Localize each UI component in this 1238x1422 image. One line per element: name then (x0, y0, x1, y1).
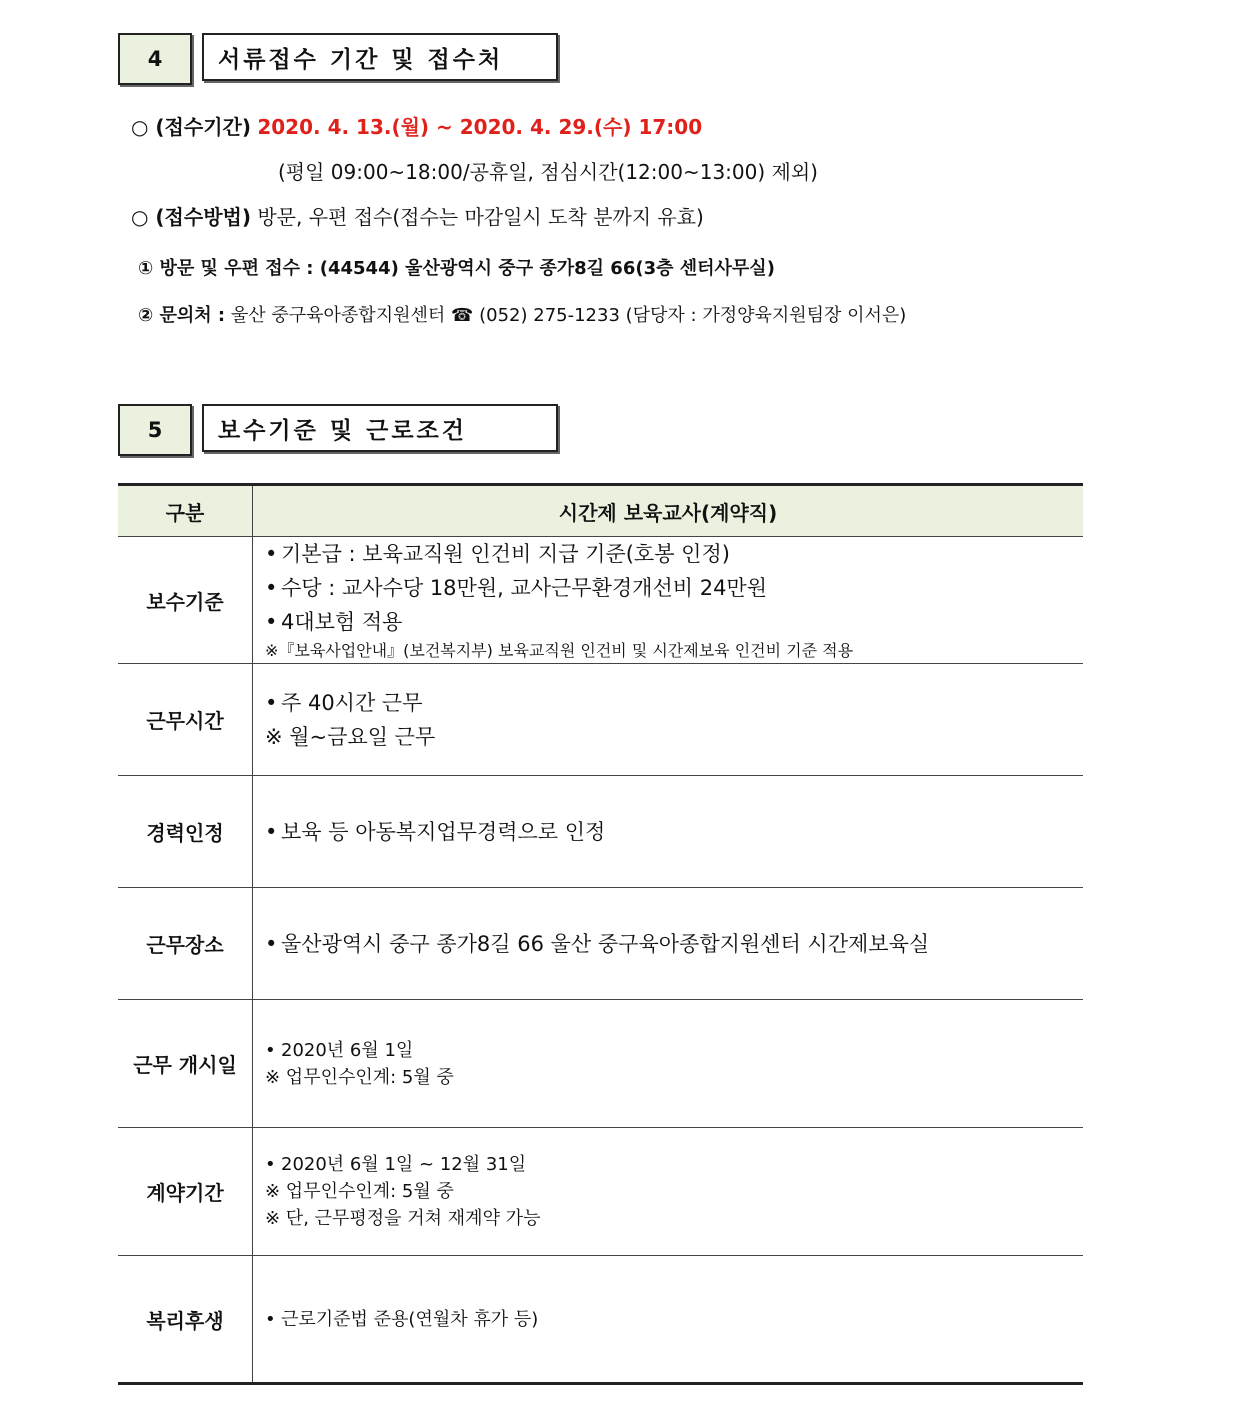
contact-value: 울산 중구육아종합지원센터 ☎ (052) 275-1233 (담당자 : 가정양육지원팀장 이서은) (230, 305, 907, 326)
row-line: 울산광역시 중구 종가8길 66 울산 중구육아종합지원센터 시간제보육실 (281, 931, 930, 956)
section5-title: 보수기준 및 근로조건 (202, 404, 558, 452)
table-row (118, 1000, 1083, 1128)
row-line: 주 40시간 근무 (281, 690, 423, 715)
row-note: ※『보육사업안내』(보건복지부) 보육교직원 인건비 및 시간제보육 인건비 기준 적용 (265, 641, 854, 660)
table-row (118, 537, 1083, 664)
table-row (118, 1128, 1083, 1256)
period-row (131, 111, 702, 140)
row-line: 기본급 : 보육교직원 인건비 지급 기준(호봉 인정) (281, 542, 730, 566)
table-row (118, 888, 1083, 1000)
header-category: 구분 (118, 485, 253, 537)
row-line: 2020년 6월 1일 (281, 1039, 414, 1061)
row-label: 보수기준 (118, 537, 253, 664)
row-content: • 보육 등 아동복지업무경력으로 인정 (253, 776, 1084, 888)
row-line: 근로기준법 준용(연월차 휴가 등) (281, 1308, 539, 1330)
section4-title: 서류접수 기간 및 접수처 (202, 33, 558, 81)
period-note: (평일 09:00~18:00/공휴일, 점심시간(12:00~13:00) 제외) (278, 160, 818, 184)
row-content: • 울산광역시 중구 종가8길 66 울산 중구육아종합지원센터 시간제보육실 (253, 888, 1084, 1000)
contact-label: ② 문의처 : (138, 305, 226, 326)
header-position: 시간제 보육교사(계약직) (253, 485, 1084, 537)
row-line: ※ 업무인수인계: 5월 중 (265, 1066, 454, 1088)
row-line: ※ 단, 근무평정을 거쳐 재계약 가능 (265, 1208, 541, 1229)
row-content: • 주 40시간 근무 ※ 월~금요일 근무 (253, 664, 1084, 776)
row-label: 경력인정 (118, 776, 253, 888)
row-line: ※ 업무인수인계: 5월 중 (265, 1181, 454, 1202)
contact-row (138, 301, 906, 327)
conditions-table (118, 483, 1083, 1385)
section4-number: 4 (118, 33, 192, 85)
row-content: • 근로기준법 준용(연월차 휴가 등) (253, 1256, 1084, 1384)
row-content: • 기본급 : 보육교직원 인건비 지급 기준(호봉 인정) • 수당 : 교사수당 18만원, 교사근무환경개선비 24만원 • 4대보험 적용 ※『보육사업안내』(보건복지부) 보육교직원 인건비 및 시간제보육 인건비 기준 적용 (253, 537, 1084, 664)
table-header-row (118, 485, 1083, 537)
row-label: 복리후생 (118, 1256, 253, 1384)
method-row (131, 201, 704, 230)
table-row (118, 664, 1083, 776)
period-value: 2020. 4. 13.(월) ~ 2020. 4. 29.(수) 17:00 (257, 115, 703, 139)
row-line: 2020년 6월 1일 ~ 12월 31일 (281, 1154, 527, 1175)
table-row (118, 1256, 1083, 1384)
visit-address: ① 방문 및 우편 접수 : (44544) 울산광역시 중구 종가8길 66(3층 센터사무실) (138, 258, 775, 279)
row-label: 근무시간 (118, 664, 253, 776)
row-label: 계약기간 (118, 1128, 253, 1256)
section5-number: 5 (118, 404, 192, 456)
method-value: 방문, 우편 접수(접수는 마감일시 도착 분까지 유효) (257, 205, 704, 229)
table-row (118, 776, 1083, 888)
row-line: 보육 등 아동복지업무경력으로 인정 (281, 819, 606, 844)
row-content: • 2020년 6월 1일 ~ 12월 31일 ※ 업무인수인계: 5월 중 ※ 단, 근무평정을 거쳐 재계약 가능 (253, 1128, 1084, 1256)
row-label: 근무 개시일 (118, 1000, 253, 1128)
row-label: 근무장소 (118, 888, 253, 1000)
row-line: 수당 : 교사수당 18만원, 교사근무환경개선비 24만원 (281, 576, 768, 600)
period-label: ○ (접수기간) (131, 115, 251, 139)
row-line: ※ 월~금요일 근무 (265, 724, 436, 749)
row-content: • 2020년 6월 1일 ※ 업무인수인계: 5월 중 (253, 1000, 1084, 1128)
row-line: 4대보험 적용 (281, 610, 403, 634)
method-label: ○ (접수방법) (131, 205, 251, 229)
